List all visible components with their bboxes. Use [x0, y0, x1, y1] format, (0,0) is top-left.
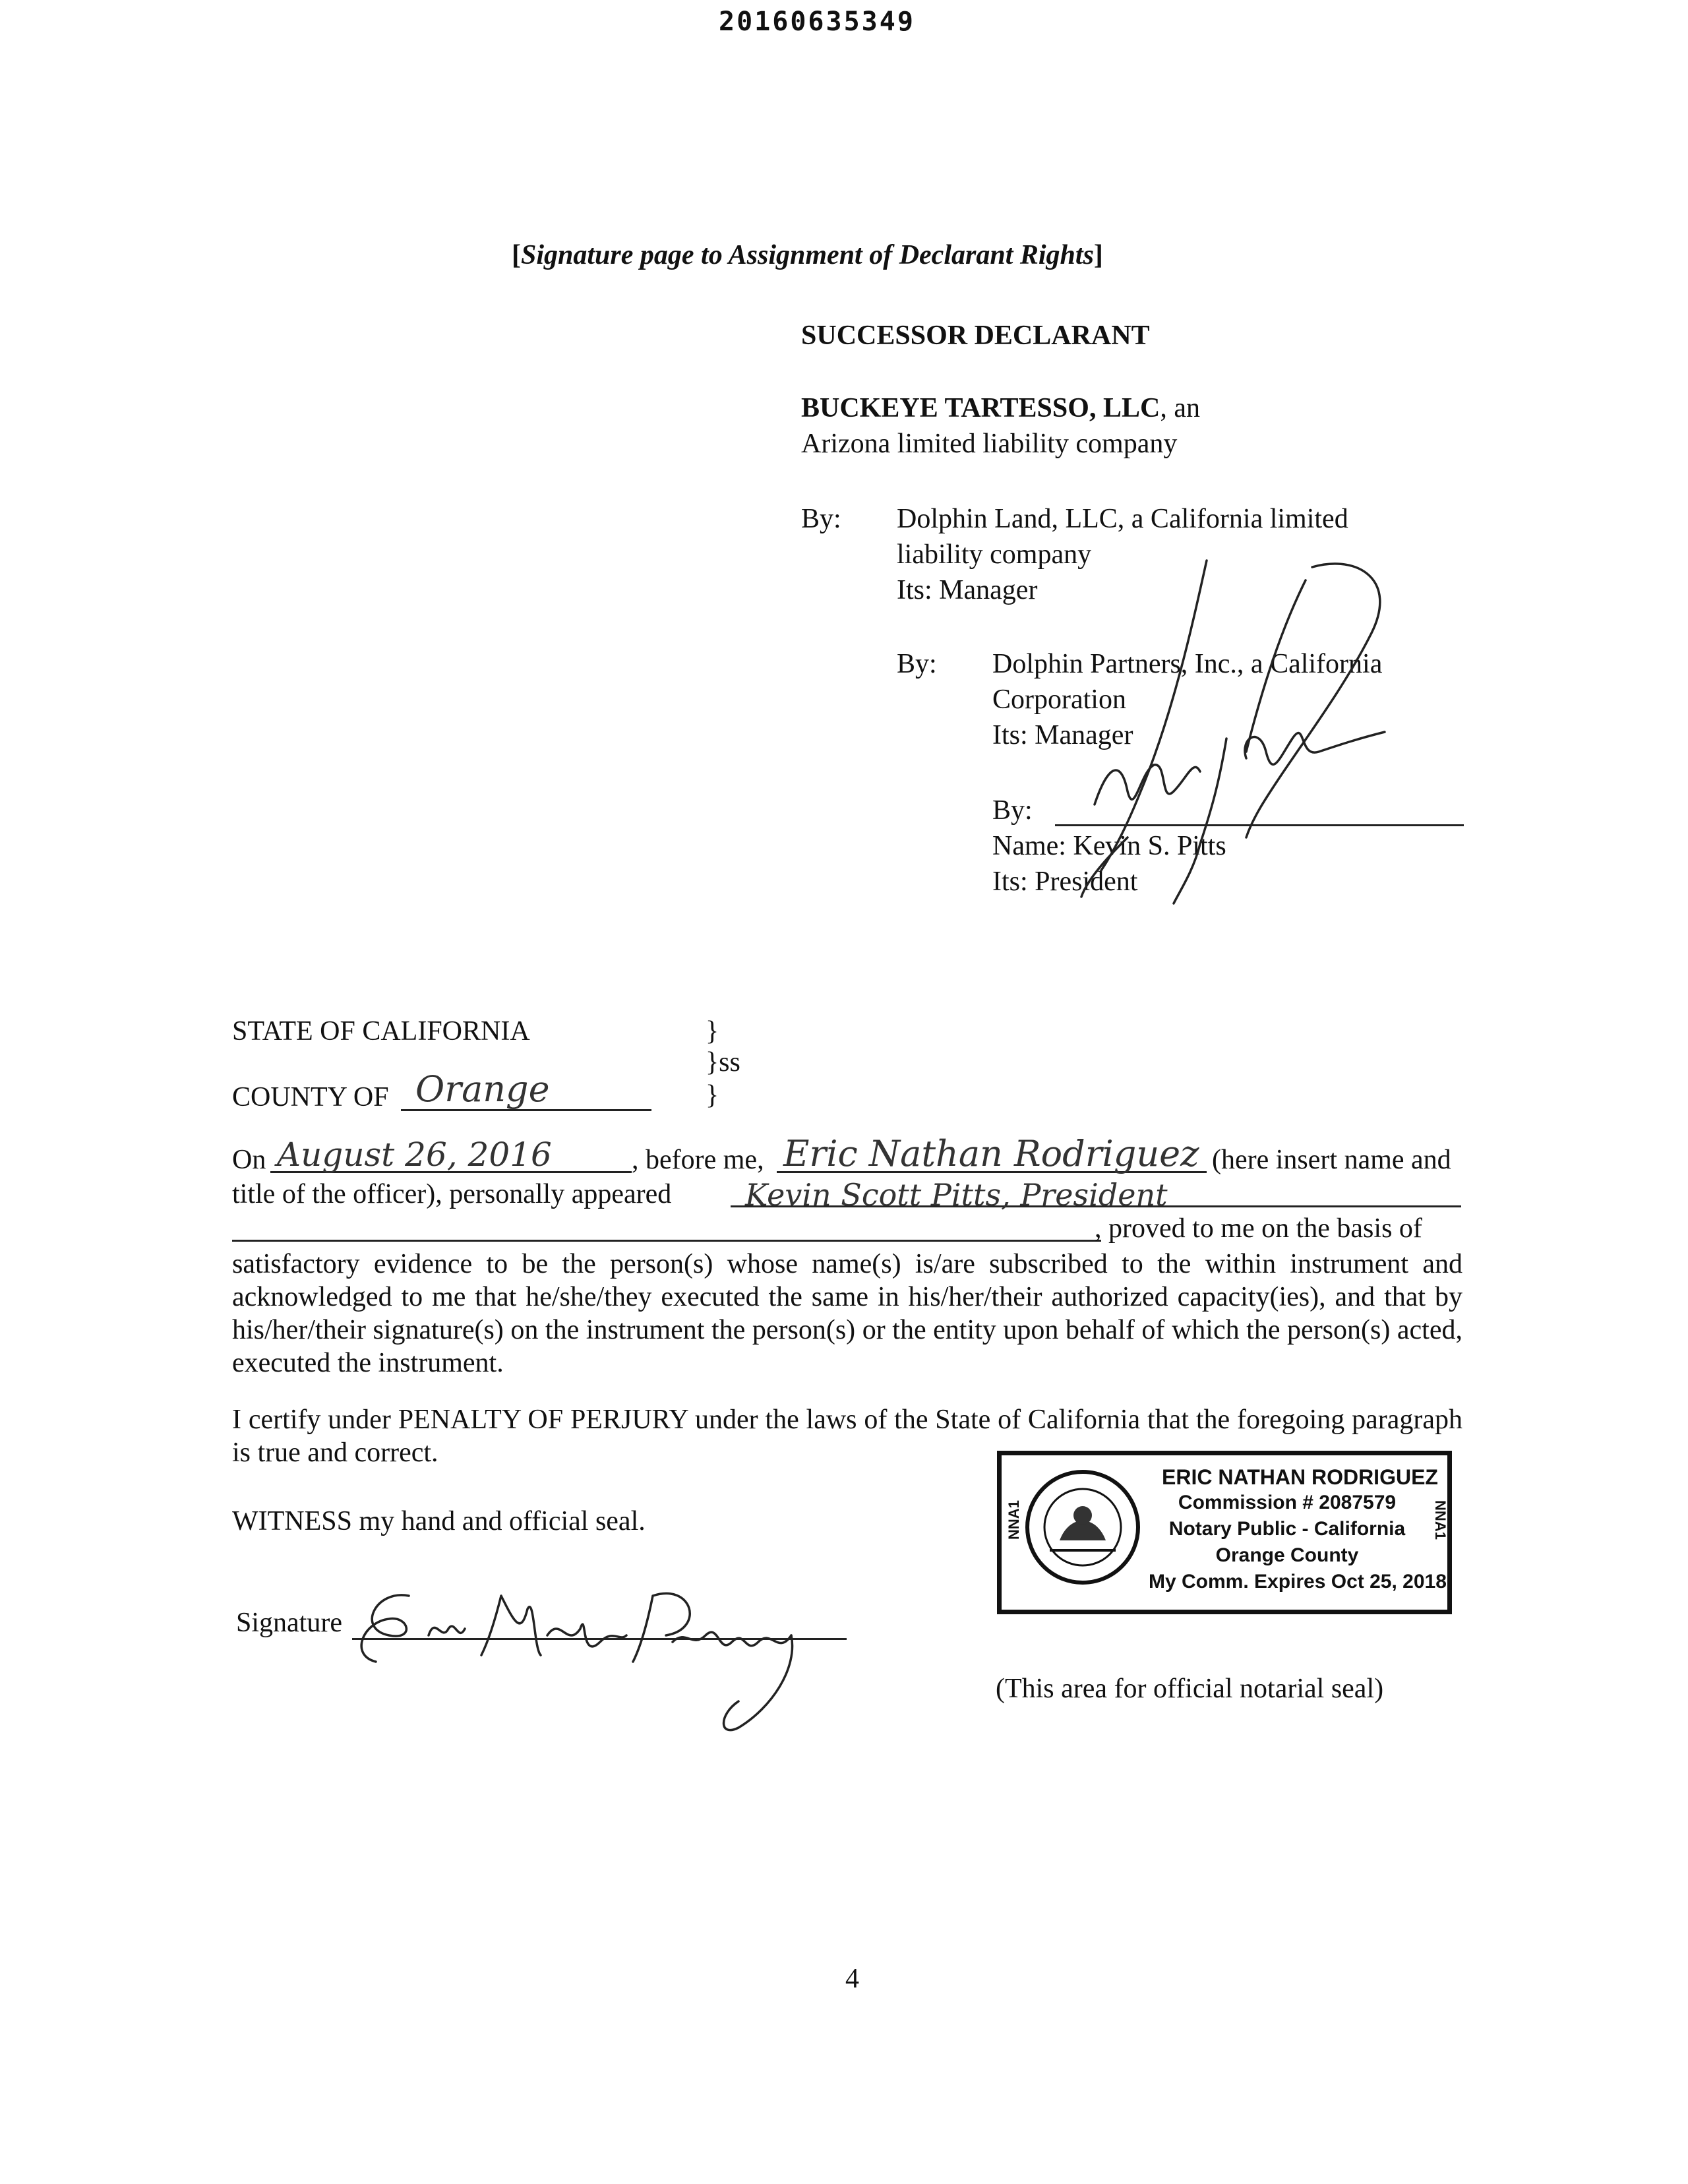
state-label: STATE OF CALIFORNIA [232, 1016, 530, 1046]
by2-line2: Corporation [992, 684, 1126, 715]
president-signature [1029, 541, 1411, 910]
by1-its: Its: Manager [897, 575, 1038, 605]
date-handwriting [264, 1114, 554, 1180]
brace-3: } [706, 1080, 719, 1110]
successor-heading: SUCCESSOR DECLARANT [801, 320, 1150, 351]
stamp-name: ERIC NATHAN RODRIGUEZ [1162, 1465, 1438, 1489]
company-name: BUCKEYE TARTESSO, LLC [801, 393, 1160, 423]
stamp-seal [1023, 1468, 1142, 1587]
insert-name-text: (here insert name and [1212, 1145, 1451, 1175]
county-handwriting [409, 1062, 567, 1114]
by2-line1: Dolphin Partners, Inc., a California [992, 649, 1383, 679]
stamp-expires: My Comm. Expires Oct 25, 2018 [1149, 1571, 1447, 1592]
notary-stamp [997, 1451, 1452, 1614]
stamp-side-right: NNA1 [1432, 1500, 1449, 1540]
on-label: On [232, 1145, 266, 1175]
brace-ss: }ss [706, 1047, 740, 1077]
company-suffix: , an [1160, 393, 1200, 423]
appeared-handwriting [738, 1161, 1292, 1220]
witness-text: WITNESS my hand and official seal. [232, 1506, 646, 1536]
proved-text: , proved to me on the basis of [1095, 1213, 1422, 1244]
by1-label: By: [801, 504, 841, 534]
by3-name: Name: Kevin S. Pitts [992, 831, 1226, 861]
by2-label: By: [897, 649, 937, 679]
officer-value: Eric Nathan Rodriguez [783, 1133, 1199, 1174]
page-number: 4 [845, 1964, 859, 1994]
title-of-officer: title of the officer), personally appeared [232, 1179, 672, 1209]
by3-label: By: [992, 795, 1033, 826]
bracket-open: [ [512, 240, 521, 270]
brace-1: } [706, 1016, 719, 1046]
bracket-close: ] [1093, 240, 1103, 270]
stamp-side-left: NNA1 [1005, 1500, 1022, 1540]
perjury-paragraph: I certify under PENALTY OF PERJURY under the laws of the State of California that the foregoing paragraph is true and correct. [232, 1405, 1462, 1468]
by1-line1: Dolphin Land, LLC, a California limited [897, 504, 1348, 534]
county-value: Orange [415, 1068, 550, 1110]
by2-its: Its: Manager [992, 720, 1133, 750]
by3-its: Its: President [992, 866, 1138, 897]
stamp-title: Notary Public - California [1168, 1518, 1406, 1540]
signature-label: Signature [236, 1608, 342, 1638]
document-number: 20160635349 [719, 7, 915, 37]
before-me: , before me, [632, 1145, 764, 1175]
evidence-paragraph: satisfactory evidence to be the person(s) whose name(s) is/are subscribed to the within instrument and acknowledged to me that he/she/they executed the same in his/her/their authorized capacity(ies), and that by his/her/their signature(s) on the instrument the person(s) or the entity upon behalf of which the person(s) acted, executed the instrument. [232, 1249, 1462, 1378]
blank-line [232, 1240, 1101, 1242]
date-value: August 26, 2016 [277, 1136, 552, 1174]
seal-caption: (This area for official notarial seal) [996, 1674, 1384, 1704]
page-title-text: Signature page to Assignment of Declarant Rights [521, 240, 1094, 270]
company-line [801, 394, 1200, 422]
county-label: COUNTY OF [232, 1082, 389, 1112]
california-seal-icon [1023, 1468, 1142, 1587]
appeared-value: Kevin Scott Pitts, President [745, 1177, 1168, 1213]
notary-signature [349, 1556, 851, 1741]
page-title [512, 241, 1103, 269]
stamp-commission: Commission # 2087579 [1178, 1492, 1397, 1513]
by1-line2: liability company [897, 539, 1092, 570]
stamp-county: Orange County [1215, 1544, 1359, 1566]
company-type: Arizona limited liability company [801, 429, 1178, 459]
